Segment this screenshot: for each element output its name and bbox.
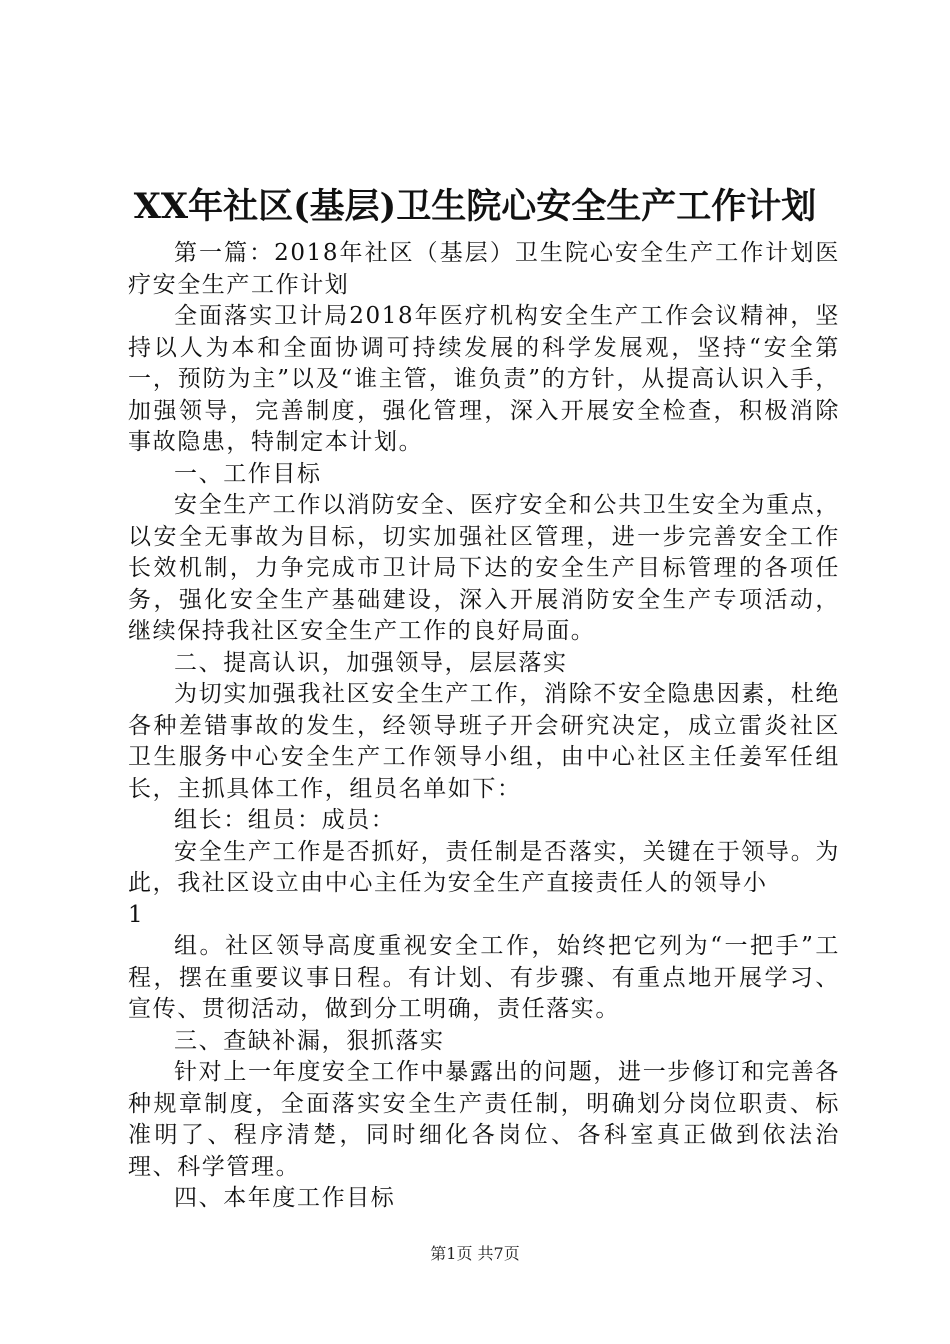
paragraph-responsibility: 安全生产工作是否抓好，责任制是否落实，关键在于领导。为此，我社区设立由中心主任为安全生产直接责任人的领导小 — [128, 838, 840, 896]
paragraph-intro: 第一篇：2018年社区（基层）卫生院心安全生产工作计划医疗安全生产工作计划 — [128, 240, 840, 298]
page-footer: 第1页 共7页 — [430, 1244, 520, 1263]
section-heading-3: 三、查缺补漏，狠抓落实 — [174, 1027, 445, 1054]
paragraph-members: 组长：组员：成员： — [174, 807, 396, 833]
document-title: XX年社区(基层)卫生院心安全生产工作计划 — [133, 186, 817, 227]
page-break-number: 1 — [128, 901, 145, 928]
paragraph-work-goals: 安全生产工作以消防安全、医疗安全和公共卫生安全为重点，以安全无事故为目标，切实加强社区管理，进一步完善安全工作长效机制，力争完成市卫计局下达的安全生产目标管理的各项任务，强化安全生产基础建设，深入开展消防安全生产专项活动，继续保持我社区安全生产工作的良好局面。 — [128, 492, 840, 644]
paragraph-leadership-continued: 组。社区领导高度重视安全工作，始终把它列为“一把手”工程，摆在重要议事日程。有计划、有步骤、有重点地开展学习、宣传、贯彻活动，做到分工明确，责任落实。 — [128, 933, 840, 1022]
document-body — [128, 238, 840, 1215]
section-heading-2: 二、提高认识，加强领导，层层落实 — [174, 649, 568, 676]
paragraph-leadership: 为切实加强我社区安全生产工作，消除不安全隐患因素，杜绝各种差错事故的发生，经领导班子开会研究决定，成立雷炎社区卫生服务中心安全生产工作领导小组，由中心社区主任姜军任组长，主抓具体工作，组员名单如下： — [128, 681, 840, 802]
paragraph-rules: 针对上一年度安全工作中暴露出的问题，进一步修订和完善各种规章制度，全面落实安全生产责任制，明确划分岗位职责、标准明了、程序清楚，同时细化各岗位、各科室真正做到依法治理、科学管理。 — [128, 1059, 840, 1180]
section-heading-1: 一、工作目标 — [174, 460, 322, 487]
section-heading-4: 四、本年度工作目标 — [174, 1185, 396, 1211]
paragraph-overview: 全面落实卫计局2018年医疗机构安全生产工作会议精神，坚持以人为本和全面协调可持续发展的科学发展观，坚持“安全第一，预防为主”以及“谁主管，谁负责”的方针，从提高认识入手，加强领导，完善制度，强化管理，深入开展安全检查，积极消除事故隐患，特制定本计划。 — [128, 303, 840, 455]
